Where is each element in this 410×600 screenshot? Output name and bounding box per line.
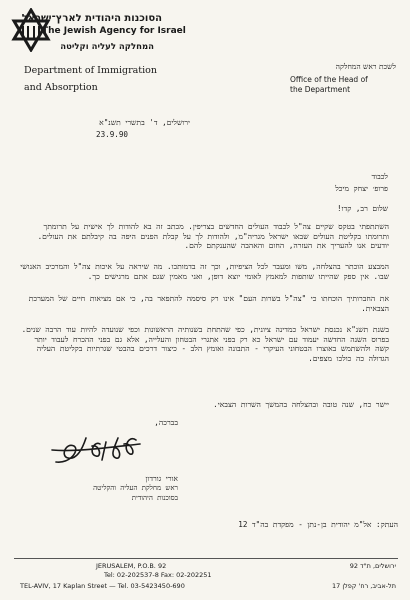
organization-name-english: The Jewish Agency for Israel <box>42 26 186 36</box>
signer-title-line-1: ראש מחלקת העליה והקליטה <box>93 484 178 492</box>
office-english-line-1: Office of the Head of <box>290 75 368 84</box>
footer-telaviv-english: TEL-AVIV, 17 Kaplan Street — Tel. 03-5423450-690 <box>20 582 185 590</box>
date-hebrew: ירושלים, ד' בתשרי תשנ"א <box>99 118 190 127</box>
copy-to-line: העתק: אל"מ יהודית בן-נתן - מפקדת בה"ד 12 <box>238 520 398 529</box>
body-paragraph-3: את החברותיך הוכחתו כי "צה"ל בשרות העם" אינו רק סיסמה להתפאר בה, כי אם מציאות חיים של המערכת הצבאית. <box>28 294 389 313</box>
department-english-line-2: and Absorption <box>24 82 98 93</box>
office-name-english <box>290 75 405 95</box>
department-name-english <box>24 62 194 96</box>
recipient-block <box>270 171 388 195</box>
body-paragraph-2: המבצע הוכתר בהצלחה, משו ומעבר לכל הציפיות, וכך זה בדמותכו. מה שיראה על איכות צה"ל והמרכיב האנושי שבו. אין ספק שהייתו שותפות למאמץ לאומי יוצא דופן, ואני מאמין שגם אתם מרגישים כך. <box>20 262 389 281</box>
recipient-line-1: לכבוד <box>371 172 388 181</box>
footer-divider <box>14 558 398 559</box>
office-name-hebrew: לשכת ראש המחלקה <box>335 62 396 71</box>
office-english-line-2: the Department <box>290 85 351 94</box>
body-paragraph-4: בשנת תשנ"א נכנסת ישראל כמדינה ציונית, כפי שהתחת בשנותיה הראשונות וכפי שנועדה להיות עוד הרבה שנים. בפרוס השנה החדשה יעמוד עם ישראל כא רק בפני אתגרי הבטחון והעלייה, אלא גם בפני ההכרח לעבוד יותר קשה ולהשתמש באוצרו הבטחוני העיקרי - התבונה ואומץ הלב - כיצור דרכים בהבטי שגרתיות בקליטת העליה הגדולה כה כולכו מצפים. <box>21 325 389 363</box>
organization-name-hebrew: הסוכנות היהודית לארץ־ישראל <box>21 13 162 24</box>
signer-title-line-2: בסוכנות היהודית <box>131 494 178 502</box>
footer-jerusalem-phone: Tel: 02-202537-8 Fax: 02-202251 <box>104 571 212 579</box>
body-paragraph-5: יישר כח, שנה טובה ובהצלחה בהמשך השרות הצבאי. <box>213 400 389 409</box>
greeting: שלום רב, קדו! <box>337 204 388 213</box>
footer-jerusalem-hebrew: ירושלים, ת"ד 92 <box>349 562 396 570</box>
department-english-line-1: Department of Immigration <box>24 65 157 76</box>
signer-name: אורי גורדון <box>145 474 178 483</box>
handwritten-signature <box>44 430 144 470</box>
body-paragraph-1: השתתפתי בטקס שקיים צה"ל לכבוד העולים החדשים בצריפין. מכתב זה בא להודות לך אישית על תרומתך ותרומתו בקליטת העולים שבאו ישראל מגריה"מ, ולהודות לך על קבלת הפנים היפה בה קיבלתם את העולים. יודעים אנו להעריך את העזרה, החום והאהבה שהענקתם להם. <box>37 222 389 251</box>
date-numeric: 23.9.90 <box>96 130 129 139</box>
footer-telaviv-hebrew: תל-אביב, רח' קפלן 17 <box>331 582 396 590</box>
closing: בברכה, <box>154 418 178 427</box>
footer-jerusalem-english: JERUSALEM, P.O.B. 92 <box>96 562 167 570</box>
department-name-hebrew: המחלקה לעליה וקליטה <box>60 42 154 52</box>
recipient-line-2: פרופ׳ יצחק מיכל <box>335 184 388 193</box>
